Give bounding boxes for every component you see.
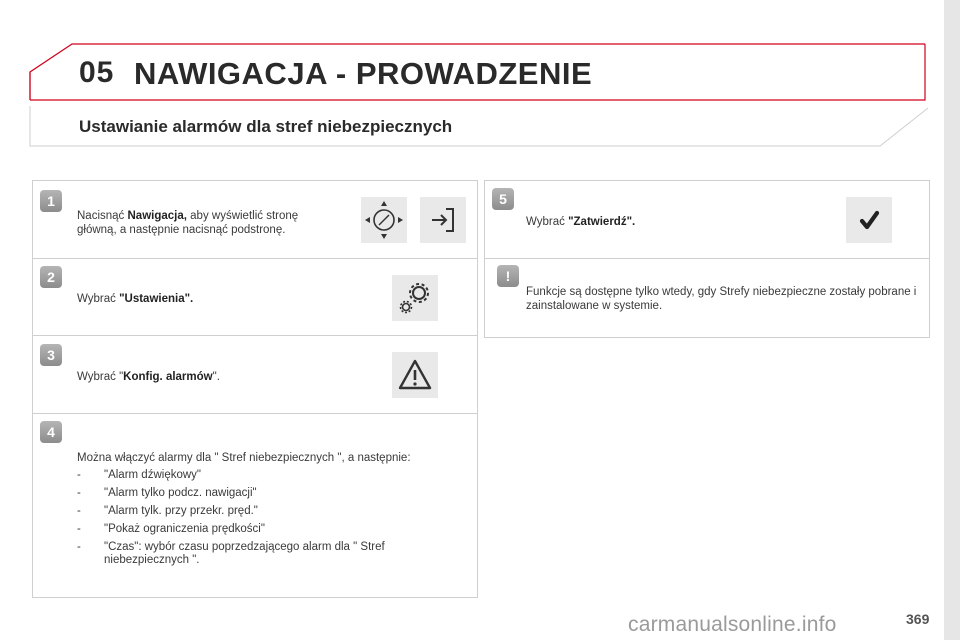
page-number: 369 (906, 611, 930, 627)
steps-left-panel (32, 180, 478, 598)
step-4-options (77, 469, 427, 572)
chapter-title: NAWIGACJA - PROWADZENIE (134, 56, 593, 91)
step-1-text: Nacisnąć Nawigacja, aby wyświetlić stronę główną, a następnie nacisnąć podstronę. (77, 210, 299, 236)
warning-triangle-icon (392, 352, 438, 398)
step-separator (33, 335, 477, 336)
option-item: - "Czas": wybór czasu poprzedzającego alarm dla " Stref niebezpiecznych ". (77, 541, 385, 566)
settings-gears-icon (392, 275, 438, 321)
option-item: - "Pokaż ograniczenia prędkości" (77, 523, 265, 535)
navigation-joystick-icon (361, 197, 407, 243)
step-separator (485, 258, 929, 259)
step-separator (33, 413, 477, 414)
option-item: - "Alarm dźwiękowy" (77, 469, 201, 481)
step-5-badge: 5 (492, 188, 514, 210)
submenu-arrow-icon (420, 197, 466, 243)
step-4-badge: 4 (40, 421, 62, 443)
step-5-text: Wybrać "Zatwierdź". (526, 216, 636, 228)
step-2-badge: 2 (40, 266, 62, 288)
step-2-text: Wybrać "Ustawienia". (77, 293, 194, 305)
step-1-badge: 1 (40, 190, 62, 212)
chapter-number: 05 (79, 56, 115, 89)
note-badge: ! (497, 265, 519, 287)
option-item: - "Alarm tylk. przy przekr. pręd." (77, 505, 258, 517)
step-4-intro: Można włączyć alarmy dla " Stref niebezpiecznych ", a następnie: (77, 452, 411, 464)
step-separator (33, 258, 477, 259)
watermark: carmanualsonline.info (628, 613, 837, 636)
section-title: Ustawianie alarmów dla stref niebezpiecznych (79, 117, 453, 136)
step-3-badge: 3 (40, 344, 62, 366)
note-text: Funkcje są dostępne tylko wtedy, gdy Strefy niebezpieczne zostały pobrane i zainstalowane w systemie. (526, 286, 917, 312)
steps-right-panel (484, 180, 930, 338)
confirm-check-icon (846, 197, 892, 243)
chapter-header-frame (0, 0, 960, 110)
step-3-text: Wybrać "Konfig. alarmów". (77, 371, 220, 383)
option-item: - "Alarm tylko podcz. nawigacji" (77, 487, 257, 499)
